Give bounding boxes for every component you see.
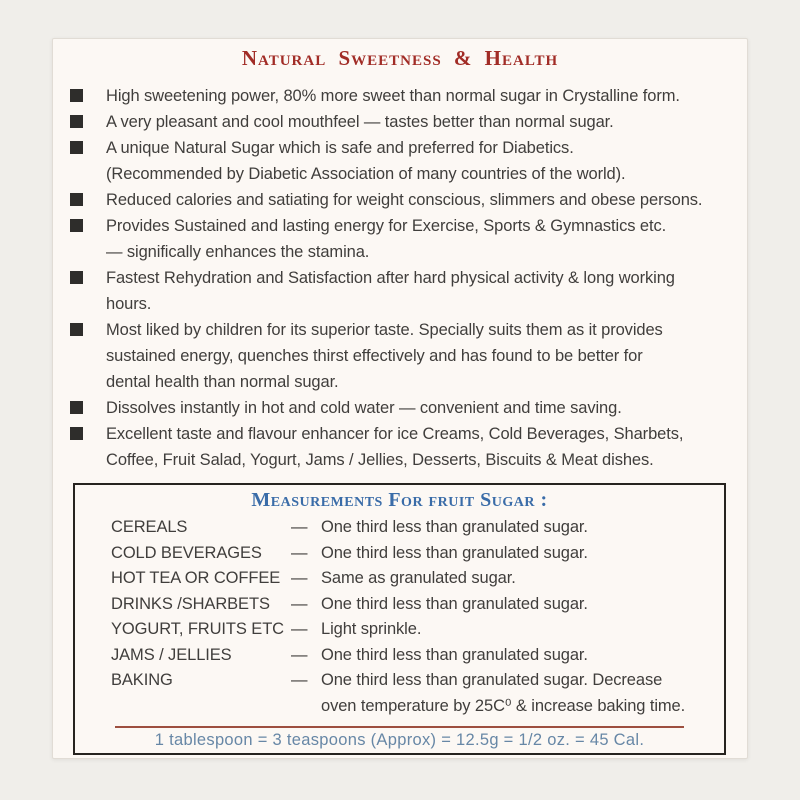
list-item (70, 395, 739, 421)
row-value: Light sprinkle. (321, 620, 422, 638)
bullet-square-icon (70, 427, 83, 440)
list-item (70, 135, 739, 187)
benefits-list (70, 83, 739, 473)
row-label: JAMS / JELLIES (111, 645, 232, 664)
dash-separator: — (291, 620, 308, 638)
list-item (70, 421, 739, 473)
benefit-text: A very pleasant and cool mouthfeel — tastes better than normal sugar. (106, 113, 614, 131)
benefit-text: dental health than normal sugar. (106, 373, 339, 391)
table-row (111, 643, 724, 669)
dash-separator: — (291, 594, 308, 613)
measurements-table (111, 515, 724, 719)
row-label: HOT TEA OR COFFEE (111, 569, 281, 587)
table-row (111, 541, 724, 567)
row-value: One third less than granulated sugar. (321, 645, 588, 664)
table-row (111, 515, 724, 541)
list-item (70, 83, 739, 109)
measurements-heading: Measurements For fruit Sugar : (251, 489, 548, 511)
table-row (111, 668, 724, 719)
benefit-text: (Recommended by Diabetic Association of many countries of the world). (106, 165, 626, 183)
list-item (70, 213, 739, 265)
table-row (111, 617, 724, 643)
benefit-text: sustained energy, quenches thirst effectively and has found to be better for (106, 347, 643, 365)
benefit-text: Provides Sustained and lasting energy for Exercise, Sports & Gymnastics etc. (106, 217, 667, 235)
row-value: One third less than granulated sugar. Decrease (321, 671, 663, 689)
list-item (70, 187, 739, 213)
dash-separator: — (291, 543, 308, 562)
conversion-footnote: 1 tablespoon = 3 teaspoons (Approx) = 12.5g = 1/2 oz. = 45 Cal. (154, 731, 645, 749)
list-item (70, 109, 739, 135)
benefit-text: Excellent taste and flavour enhancer for ice Creams, Cold Beverages, Sharbets, (106, 425, 684, 443)
bullet-square-icon (70, 89, 83, 102)
benefit-text: Most liked by children for its superior taste. Specially suits them as it provides (106, 321, 663, 339)
table-row (111, 592, 724, 618)
list-item (70, 265, 739, 317)
bullet-square-icon (70, 193, 83, 206)
row-value: One third less than granulated sugar. (321, 594, 588, 613)
benefit-text: Dissolves instantly in hot and cold water — convenient and time saving. (106, 399, 622, 417)
row-label: CEREALS (111, 518, 188, 536)
row-label: COLD BEVERAGES (111, 543, 262, 562)
bullet-square-icon (70, 401, 83, 414)
benefit-text: A unique Natural Sugar which is safe and preferred for Diabetics. (106, 139, 574, 157)
benefit-text: Fastest Rehydration and Satisfaction after hard physical activity & long working (106, 269, 675, 287)
row-value: One third less than granulated sugar. (321, 543, 588, 562)
row-label: DRINKS /SHARBETS (111, 594, 270, 613)
label-panel (52, 38, 748, 759)
dash-separator: — (291, 518, 308, 536)
row-value: Same as granulated sugar. (321, 569, 516, 587)
row-label: BAKING (111, 671, 173, 689)
benefit-text: Reduced calories and satiating for weight conscious, slimmers and obese persons. (106, 191, 703, 209)
page-title: Natural Sweetness & Health (241, 46, 559, 70)
table-row (111, 566, 724, 592)
row-label: YOGURT, FRUITS ETC (111, 620, 284, 638)
benefit-text: — significally enhances the stamina. (106, 243, 370, 261)
row-value: One third less than granulated sugar. (321, 518, 588, 536)
dash-separator: — (291, 645, 308, 664)
benefit-text: High sweetening power, 80% more sweet than normal sugar in Crystalline form. (106, 87, 680, 105)
dash-separator: — (291, 569, 308, 587)
divider-line (115, 726, 684, 728)
bullet-square-icon (70, 323, 83, 336)
row-value: oven temperature by 25C⁰ & increase baking time. (321, 696, 686, 715)
bullet-square-icon (70, 271, 83, 284)
measurements-box (73, 483, 726, 755)
bullet-square-icon (70, 219, 83, 232)
benefit-text: Coffee, Fruit Salad, Yogurt, Jams / Jellies, Desserts, Biscuits & Meat dishes. (106, 451, 654, 469)
dash-separator: — (291, 671, 308, 689)
bullet-square-icon (70, 141, 83, 154)
benefit-text: hours. (106, 295, 152, 313)
bullet-square-icon (70, 115, 83, 128)
list-item (70, 317, 739, 395)
